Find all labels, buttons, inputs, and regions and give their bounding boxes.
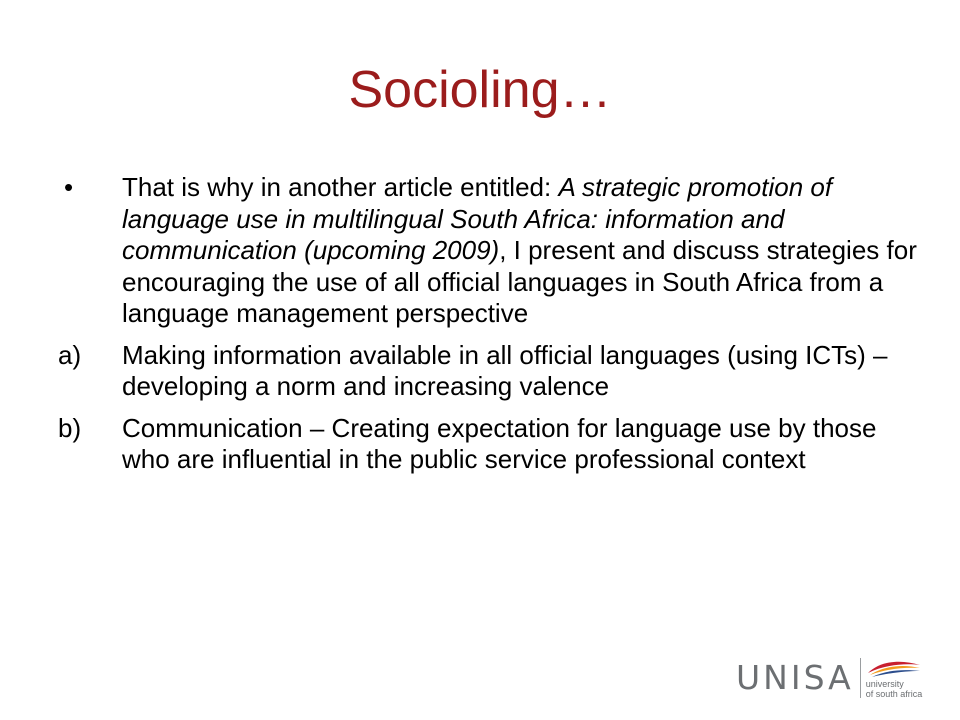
list-marker-b: b) (58, 412, 82, 443)
bullet-marker: • (64, 172, 74, 202)
unisa-logo (736, 652, 936, 704)
bullet-text-intro (122, 172, 918, 330)
list-text-a: Making information available in all official languages (using ICTs) – developing a norm and increasing valence (122, 339, 888, 401)
list-text-b: Communication – Creating expectation for language use by those who are influential in the public service professional context (122, 412, 877, 474)
logo-subtitle-line1: university (865, 679, 904, 689)
logo-subtitle-line2: of south africa (865, 689, 923, 699)
intro-text-part2: , I present and discuss strategies for encouraging the use of all official languages in South Africa from a language management perspective (122, 235, 917, 328)
flag-swoosh-icon (866, 657, 922, 679)
logo-divider (860, 658, 861, 698)
slide-title: Socioling… (348, 61, 612, 119)
logo-emblem (866, 655, 923, 701)
slide-body (58, 172, 918, 476)
intro-text-part1: That is why in another article entitled: (122, 172, 559, 202)
bullet-item-intro (58, 172, 918, 330)
article-title-italic: A strategic promotion of language use in multilingual South Africa: information and communication (upcoming 2009) (122, 172, 833, 265)
list-item-a (58, 340, 918, 403)
list-marker-a: a) (58, 339, 82, 370)
logo-wordmark: UNISA (736, 658, 854, 697)
list-item-b (58, 413, 918, 476)
